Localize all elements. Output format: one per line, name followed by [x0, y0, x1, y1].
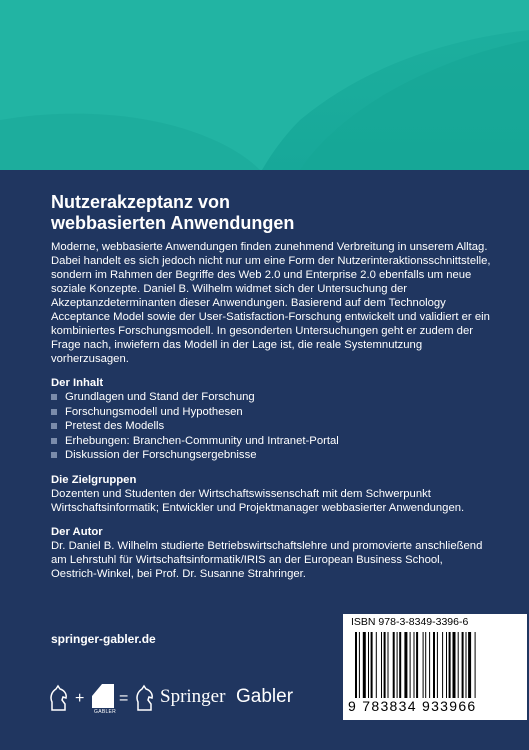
book-title — [51, 192, 491, 234]
target-groups-text: Dozenten und Studenten der Wirtschaftswissenschaft mit dem Schwerpunkt Wirtschaftsinformatik; Entwickler und Projektmanager webbasierter Anwendungen. — [51, 487, 465, 514]
contents-item-label: Erhebungen: Branchen-Community und Intranet-Portal — [65, 434, 339, 447]
gabler-small-label: GABLER — [94, 709, 117, 715]
author-heading: Der Autor — [51, 525, 103, 538]
barcode-bar — [462, 632, 464, 698]
barcode-bar — [368, 632, 369, 698]
gabler-wordmark: Gabler — [236, 686, 294, 707]
barcode-digits: 9 783834 933966 — [348, 698, 477, 714]
isbn-label: ISBN 978-3-8349-3396-6 — [351, 616, 469, 628]
barcode-bar — [446, 632, 447, 698]
back-cover-text — [51, 192, 491, 581]
bullet-square-icon — [51, 409, 57, 415]
barcode-bar — [359, 632, 360, 698]
contents-item — [51, 419, 491, 434]
book-description: Moderne, webbasierte Anwendungen finden zunehmend Verbreitung in unserem Alltag. Dabei handelt es sich jedoch nicht nur um eine Form der Nutzerinteraktionsschnittstelle, sondern im Rahmen der Begriffe des Web 2.0 und Enterprise 2.0 ebenfalls um neue soziale Konzepte. Daniel B. Wilhelm widmet sich der Untersuchung der Akzeptanzdeterminanten dieser Anwendungen. Basierend auf dem Technology Acceptance Model sowie der User-Satisfaction-Forschung entwickelt und validiert er ein kombiniertes Forschungsmodell. In gesonderten Untersuchungen geht er zudem der Frage nach, inwiefern das Modell in der Lage ist, die reale Systemnutzung vorherzusagen. — [51, 241, 491, 365]
barcode-bar — [453, 632, 456, 698]
barcode-bar — [363, 632, 366, 698]
bullet-square-icon — [51, 394, 57, 400]
barcode-bar — [466, 632, 467, 698]
springer-wordmark: Springer — [160, 686, 226, 707]
barcode-bar — [384, 632, 386, 698]
book-title-line1: Nutzerakzeptanz von — [51, 192, 231, 212]
barcode-panel — [343, 614, 527, 720]
barcode-bar — [425, 632, 426, 698]
barcode-bar — [410, 632, 411, 698]
contents-item — [51, 405, 491, 420]
contents-item — [51, 390, 491, 405]
barcode-graphic — [351, 632, 519, 700]
contents-item — [51, 434, 491, 449]
springer-horse-icon — [134, 684, 156, 712]
barcode-bar — [433, 632, 435, 698]
barcode-bar — [429, 632, 430, 698]
book-title-line2: webbasierten Anwendungen — [51, 213, 295, 233]
teal-header-band — [0, 0, 529, 170]
barcode-bar — [449, 632, 451, 698]
contents-item-label: Grundlagen und Stand der Forschung — [65, 391, 255, 403]
bullet-square-icon — [51, 452, 57, 458]
barcode-bar — [399, 632, 401, 698]
bullet-square-icon — [51, 423, 57, 429]
barcode-bar — [468, 632, 471, 698]
contents-item-label: Pretest des Modells — [65, 420, 165, 432]
contents-item-label: Diskussion der Forschungsergebnisse — [65, 449, 257, 461]
barcode-bar — [416, 632, 418, 698]
barcode-bar — [393, 632, 395, 698]
barcode-bar — [388, 632, 389, 698]
bullet-square-icon — [51, 438, 57, 444]
barcode-bar — [355, 632, 357, 698]
barcode-bar — [458, 632, 459, 698]
barcode-bar — [404, 632, 407, 698]
target-groups-heading: Die Zielgruppen — [51, 473, 137, 486]
publisher-logos — [48, 680, 348, 720]
author-text: Dr. Daniel B. Wilhelm studierte Betriebswirtschaftslehre und promovierte anschließend am Lehrstuhl für Wirtschaftsinformatik/IRIS an der European Business School, Oestrich-Winkel, bei Prof. Dr. Susanne Strahringer. — [51, 539, 483, 580]
springer-horse-icon — [48, 684, 70, 712]
plus-sign: + — [75, 690, 85, 707]
barcode-bar — [381, 632, 382, 698]
equals-sign: = — [119, 690, 129, 707]
barcode-bar — [442, 632, 443, 698]
barcode-bar — [397, 632, 398, 698]
barcode-bar — [371, 632, 373, 698]
gabler-logo-icon — [92, 684, 114, 708]
barcode-bar — [414, 632, 415, 698]
teal-swoosh-graphic — [0, 0, 529, 170]
contents-item — [51, 448, 491, 463]
contents-list — [51, 390, 491, 463]
barcode-bar — [437, 632, 438, 698]
contents-heading: Der Inhalt — [51, 377, 104, 389]
barcode-bar — [423, 632, 424, 698]
publisher-url[interactable]: springer-gabler.de — [51, 632, 156, 646]
barcode-bar — [475, 632, 476, 698]
barcode-bar — [376, 632, 377, 698]
contents-item-label: Forschungsmodell und Hypothesen — [65, 405, 243, 418]
